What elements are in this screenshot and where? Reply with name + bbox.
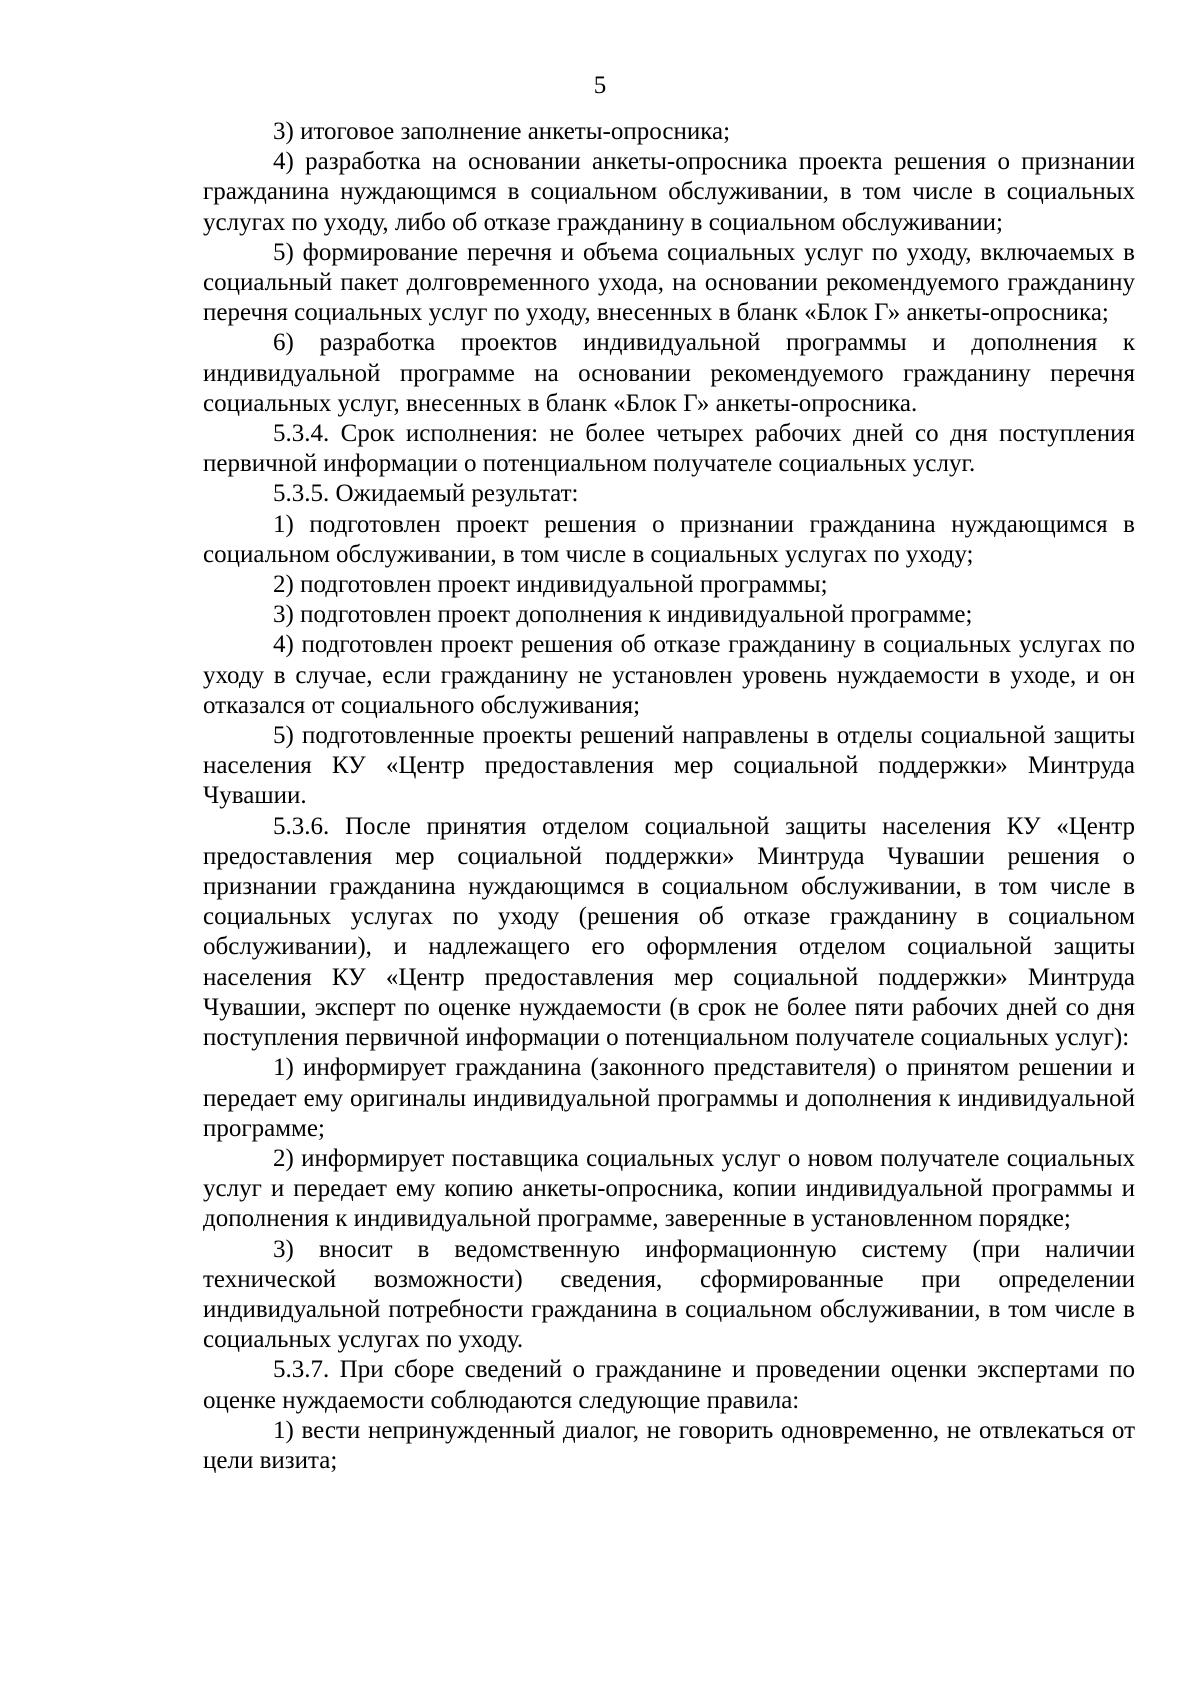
- paragraph: 3) вносит в ведомственную информационную систему (при наличии технической возможности) сведения, сформированные при определении индивидуальной потребности гражданина в социальном обслуживании, в том числе в социальных услугах по уходу.: [203, 1235, 1135, 1354]
- paragraph: 5) формирование перечня и объема социальных услуг по уходу, включаемых в социальный пакет долговременного ухода, на основании рекомендуемого гражданину перечня социальных услуг по уходу, внесенных в бланк «Блок Г» анкеты-опросника;: [203, 238, 1135, 327]
- paragraph: 5.3.5. Ожидаемый результат:: [273, 480, 579, 508]
- paragraph: 5.3.7. При сборе сведений о гражданине и проведении оценки экспертами по оценке нуждаемости соблюдаются следующие правила:: [203, 1356, 1135, 1414]
- paragraph: 5.3.6. После принятия отделом социальной защиты населения КУ «Центр предоставления мер социальной поддержки» Минтруда Чувашии решения о признании гражданина нуждающимся в социальном обслуживании, в том числе в социальных услугах по уходу (решения об отказе гражданину в социальном обслуживании), и надлежащего его оформления отделом социальной защиты населения КУ «Центр предоставления мер социальной поддержки» Минтруда Чувашии, эксперт по оценке нуждаемости (в срок не более пяти рабочих дней со дня поступления первичной информации о потенциальном получателе социальных услуг):: [203, 812, 1135, 1052]
- document-body: [203, 117, 1135, 1476]
- paragraph: 5) подготовленные проекты решений направлены в отделы социальной защиты населения КУ «Центр предоставления мер социальной поддержки» Минтруда Чувашии.: [203, 722, 1135, 810]
- page-number: 5: [593, 72, 607, 99]
- paragraph: 2) подготовлен проект индивидуальной программы;: [273, 571, 828, 599]
- paragraph: 2) информирует поставщика социальных услуг о новом получателе социальных услуг и передает ему копию анкеты-опросника, копии индивидуальной программы и дополнения к индивидуальной программе, заверенные в установленном порядке;: [203, 1144, 1135, 1233]
- paragraph: 3) подготовлен проект дополнения к индивидуальной программе;: [273, 601, 973, 629]
- paragraph: 4) разработка на основании анкеты-опросника проекта решения о признании гражданина нуждающимся в социальном обслуживании, в том числе в социальных услугах по уходу, либо об отказе гражданину в социальном обслуживании;: [203, 148, 1135, 236]
- paragraph: 1) информирует гражданина (законного представителя) о принятом решении и передает ему оригиналы индивидуальной программы и дополнения к индивидуальной программе;: [203, 1054, 1135, 1142]
- paragraph: 5.3.4. Срок исполнения: не более четырех рабочих дней со дня поступления первичной информации о потенциальном получателе социальных услуг.: [203, 420, 1135, 478]
- paragraph: 4) подготовлен проект решения об отказе гражданину в социальных услугах по уходу в случае, если гражданину не установлен уровень нуждаемости в уходе, и он отказался от социального обслуживания;: [203, 631, 1135, 719]
- paragraph: 3) итоговое заполнение анкеты-опросника;: [273, 118, 731, 145]
- paragraph: 1) подготовлен проект решения о признании гражданина нуждающимся в социальном обслуживании, в том числе в социальных услугах по уходу;: [203, 510, 1135, 568]
- paragraph: 1) вести непринужденный диалог, не говорить одновременно, не отвлекаться от цели визита;: [203, 1416, 1135, 1474]
- paragraph: 6) разработка проектов индивидуальной программы и дополнения к индивидуальной программе на основании рекомендуемого гражданину перечня социальных услуг, внесенных в бланк «Блок Г» анкеты-опросника.: [203, 329, 1135, 417]
